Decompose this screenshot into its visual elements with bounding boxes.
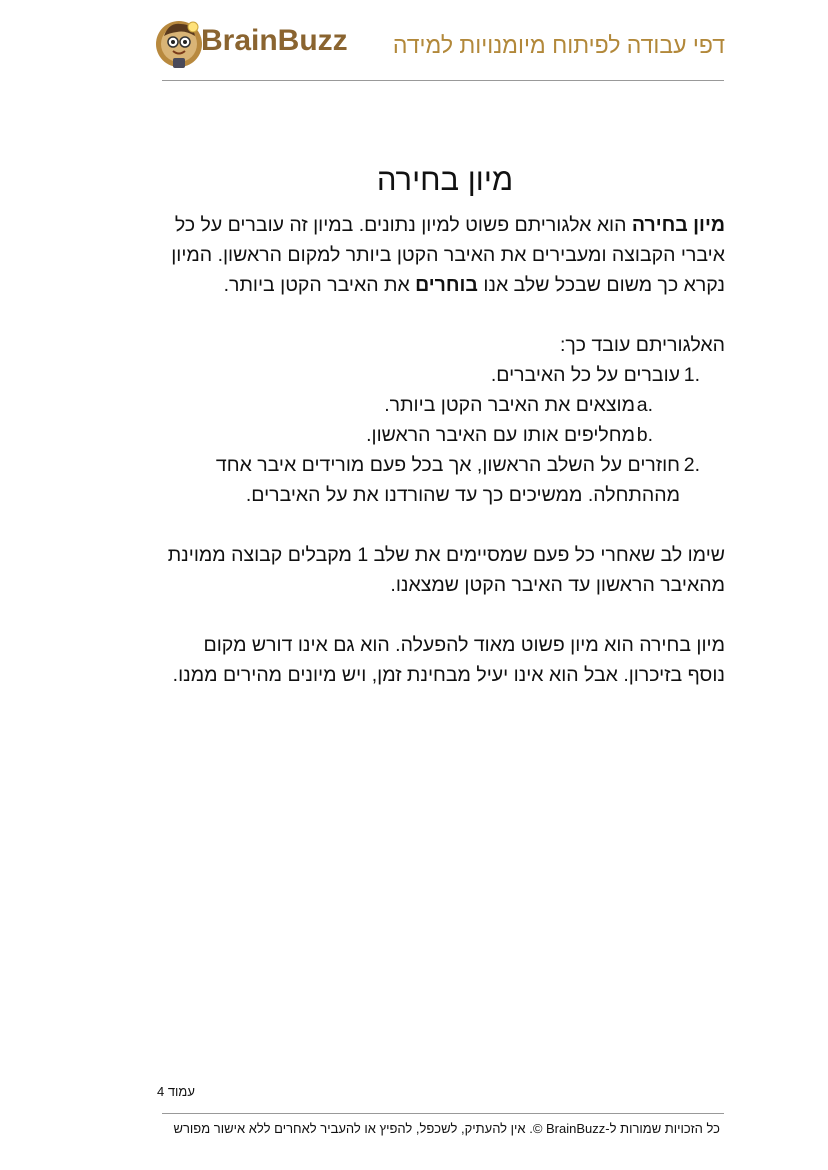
step-number: 1. [683,364,700,386]
brainbuzz-logo [155,18,365,70]
intro-text-1: הוא אלגוריתם פשוט למיון נתונים. במיון זה עוברים על כל איברי הקבוצה ומעבירים את האיבר הקטן ביותר למקום הראשון. המיון נקרא כך משום שבכל שלב אנו [171,214,725,296]
step-number: b. [636,424,653,446]
step-1 [165,360,725,390]
step-number: 2. [683,454,700,476]
step-2 [165,450,725,510]
intro-bold-choose: בוחרים [415,274,478,296]
step-number: a. [636,394,653,416]
intro-bold-term: מיון בחירה [631,214,725,236]
header-divider [162,80,724,81]
intro-text-2: את האיבר הקטן ביותר. [223,274,416,296]
step-1b [165,420,725,450]
copyright-footer: כל הזכויות שמורות ל-BrainBuzz ©. אין להעתיק, לשכפל, להפיץ או להעביר לאחרים ללא אישור מפורש [173,1121,720,1136]
footer-divider [162,1113,724,1114]
intro-paragraph [165,210,725,300]
document-body [165,150,725,690]
step-text: חוזרים על השלב הראשון, אך בכל פעם מורידים איבר אחד מההתחלה. ממשיכים כך עד שהורדנו את על האיברים. [215,454,680,506]
page-number: עמוד 4 [157,1084,195,1099]
logo-text: BrainBuzz [201,24,348,57]
document-title: מיון בחירה [376,162,514,197]
step-text: מוצאים את האיבר הקטן ביותר. [384,394,635,416]
mascot-icon [155,18,203,70]
step-1a [165,390,725,420]
header-title: דפי עבודה לפיתוח מיומנויות למידה [392,32,725,58]
step-text: מחליפים אותו עם האיבר הראשון. [366,424,635,446]
algorithm-intro: האלגוריתם עובד כך: [559,334,725,356]
step-text: עוברים על כל האיברים. [490,364,680,386]
algorithm-steps [165,360,725,510]
note-paragraph: שימו לב שאחרי כל פעם שמסיימים את שלב 1 מקבלים קבוצה ממוינת מהאיבר הראשון עד האיבר הקטן שמצאנו. [167,544,725,596]
summary-paragraph: מיון בחירה הוא מיון פשוט מאוד להפעלה. הוא גם אינו דורש מקום נוסף בזיכרון. אבל הוא אינו יעיל מבחינת זמן, ויש מיונים מהירים ממנו. [172,634,725,686]
